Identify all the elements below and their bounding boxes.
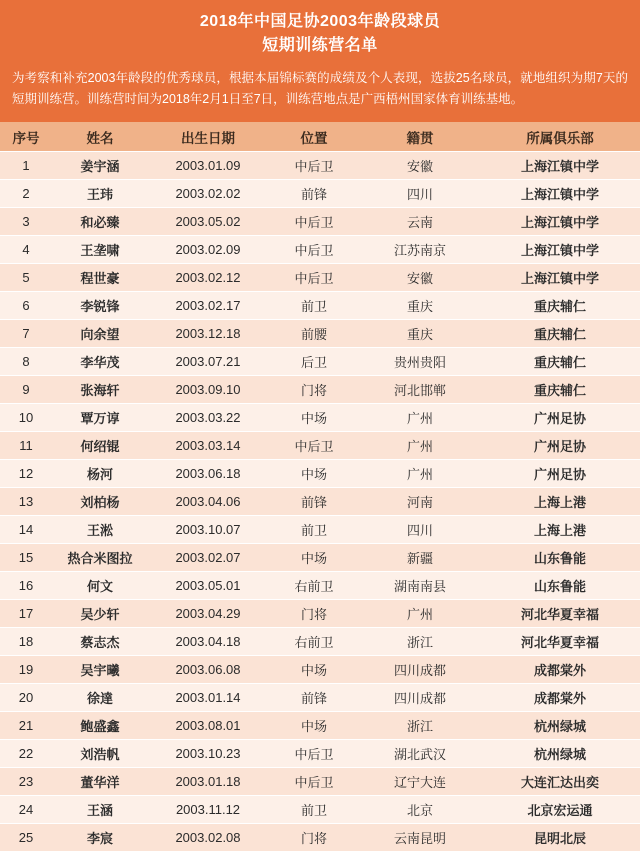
cell-club: 广州足协 [480,460,640,488]
cell-birthdate: 2003.02.12 [148,264,268,292]
cell-hometown: 四川成都 [360,656,480,684]
cell-birthdate: 2003.10.23 [148,740,268,768]
cell-club: 广州足协 [480,432,640,460]
cell-birthdate: 2003.12.18 [148,320,268,348]
cell-club: 成都棠外 [480,656,640,684]
cell-hometown: 贵州贵阳 [360,348,480,376]
cell-club: 河北华夏幸福 [480,628,640,656]
cell-position: 前锋 [268,684,360,712]
column-header-club: 所属俱乐部 [480,122,640,152]
cell-name: 刘浩帆 [52,740,148,768]
cell-birthdate: 2003.01.18 [148,768,268,796]
cell-name: 姜宇涵 [52,152,148,180]
cell-name: 鲍盛鑫 [52,712,148,740]
cell-birthdate: 2003.02.02 [148,180,268,208]
cell-hometown: 四川 [360,516,480,544]
cell-hometown: 北京 [360,796,480,824]
cell-club: 上海江镇中学 [480,180,640,208]
cell-birthdate: 2003.05.01 [148,572,268,600]
cell-hometown: 云南昆明 [360,824,480,852]
column-header-hometown: 籍贯 [360,122,480,152]
cell-birthdate: 2003.06.08 [148,656,268,684]
cell-hometown: 广州 [360,432,480,460]
cell-index: 11 [0,432,52,460]
cell-club: 山东鲁能 [480,572,640,600]
cell-name: 李宸 [52,824,148,852]
cell-birthdate: 2003.06.18 [148,460,268,488]
table-row [0,684,640,712]
cell-club: 大连汇达出奕 [480,768,640,796]
cell-position: 中场 [268,712,360,740]
cell-birthdate: 2003.04.06 [148,488,268,516]
cell-index: 4 [0,236,52,264]
cell-name: 王淞 [52,516,148,544]
column-header-position: 位置 [268,122,360,152]
cell-position: 中后卫 [268,768,360,796]
column-header-birthdate: 出生日期 [148,122,268,152]
cell-hometown: 四川 [360,180,480,208]
cell-name: 程世豪 [52,264,148,292]
cell-hometown: 江苏南京 [360,236,480,264]
cell-name: 吴宇曦 [52,656,148,684]
cell-birthdate: 2003.08.01 [148,712,268,740]
cell-club: 杭州绿城 [480,740,640,768]
cell-index: 18 [0,628,52,656]
table-row [0,600,640,628]
table-row [0,404,640,432]
cell-name: 蔡志杰 [52,628,148,656]
cell-name: 王玮 [52,180,148,208]
cell-hometown: 浙江 [360,628,480,656]
table-row [0,432,640,460]
table-row [0,628,640,656]
cell-position: 中后卫 [268,208,360,236]
cell-hometown: 辽宁大连 [360,768,480,796]
cell-club: 上海上港 [480,516,640,544]
cell-index: 24 [0,796,52,824]
document-header [0,0,640,122]
cell-birthdate: 2003.03.14 [148,432,268,460]
cell-name: 何文 [52,572,148,600]
cell-club: 北京宏运通 [480,796,640,824]
cell-index: 16 [0,572,52,600]
cell-birthdate: 2003.04.18 [148,628,268,656]
cell-hometown: 湖北武汉 [360,740,480,768]
cell-name: 王垄啸 [52,236,148,264]
column-header-name: 姓名 [52,122,148,152]
cell-index: 2 [0,180,52,208]
cell-hometown: 安徽 [360,264,480,292]
cell-position: 中场 [268,544,360,572]
cell-birthdate: 2003.03.22 [148,404,268,432]
cell-index: 1 [0,152,52,180]
cell-index: 14 [0,516,52,544]
cell-hometown: 重庆 [360,292,480,320]
cell-hometown: 广州 [360,460,480,488]
table-row [0,208,640,236]
cell-position: 前锋 [268,488,360,516]
table-header-row [0,122,640,152]
cell-name: 刘柏杨 [52,488,148,516]
table-row [0,572,640,600]
cell-club: 上海江镇中学 [480,152,640,180]
cell-birthdate: 2003.11.12 [148,796,268,824]
cell-position: 中后卫 [268,432,360,460]
cell-birthdate: 2003.04.29 [148,600,268,628]
cell-index: 22 [0,740,52,768]
table-row [0,460,640,488]
cell-index: 12 [0,460,52,488]
cell-index: 20 [0,684,52,712]
cell-name: 和必臻 [52,208,148,236]
cell-position: 后卫 [268,348,360,376]
cell-name: 向余望 [52,320,148,348]
table-row [0,544,640,572]
cell-position: 中场 [268,656,360,684]
cell-club: 成都棠外 [480,684,640,712]
cell-birthdate: 2003.02.08 [148,824,268,852]
table-row [0,152,640,180]
cell-position: 门将 [268,824,360,852]
cell-index: 17 [0,600,52,628]
table-row [0,740,640,768]
cell-birthdate: 2003.07.21 [148,348,268,376]
cell-index: 9 [0,376,52,404]
cell-index: 19 [0,656,52,684]
table-row [0,376,640,404]
cell-club: 上海江镇中学 [480,264,640,292]
table-row [0,516,640,544]
cell-hometown: 安徽 [360,152,480,180]
cell-index: 8 [0,348,52,376]
cell-position: 中后卫 [268,236,360,264]
cell-position: 右前卫 [268,572,360,600]
cell-hometown: 河南 [360,488,480,516]
cell-position: 前卫 [268,292,360,320]
table-row [0,488,640,516]
table-row [0,236,640,264]
cell-club: 山东鲁能 [480,544,640,572]
cell-position: 中后卫 [268,740,360,768]
table-row [0,656,640,684]
cell-birthdate: 2003.01.14 [148,684,268,712]
cell-club: 昆明北辰 [480,824,640,852]
cell-index: 15 [0,544,52,572]
cell-hometown: 广州 [360,600,480,628]
cell-club: 重庆辅仁 [480,348,640,376]
cell-position: 前卫 [268,516,360,544]
cell-position: 中后卫 [268,264,360,292]
title-line-2: 短期训练营名单 [262,37,378,54]
cell-club: 杭州绿城 [480,712,640,740]
cell-name: 张海轩 [52,376,148,404]
cell-position: 右前卫 [268,628,360,656]
table-row [0,768,640,796]
cell-club: 上海江镇中学 [480,208,640,236]
cell-club: 上海江镇中学 [480,236,640,264]
cell-name: 何绍锟 [52,432,148,460]
cell-club: 河北华夏幸福 [480,600,640,628]
cell-name: 吴少轩 [52,600,148,628]
page-title [8,10,632,58]
cell-name: 杨河 [52,460,148,488]
cell-index: 25 [0,824,52,852]
cell-club: 广州足协 [480,404,640,432]
cell-index: 13 [0,488,52,516]
cell-hometown: 广州 [360,404,480,432]
cell-name: 李锐锋 [52,292,148,320]
cell-position: 门将 [268,376,360,404]
table-row [0,796,640,824]
title-line-1: 2018年中国足协2003年龄段球员 [199,13,441,30]
cell-birthdate: 2003.02.07 [148,544,268,572]
cell-name: 徐達 [52,684,148,712]
table-row [0,712,640,740]
cell-birthdate: 2003.10.07 [148,516,268,544]
cell-birthdate: 2003.01.09 [148,152,268,180]
cell-birthdate: 2003.02.17 [148,292,268,320]
cell-hometown: 浙江 [360,712,480,740]
cell-birthdate: 2003.09.10 [148,376,268,404]
cell-position: 前腰 [268,320,360,348]
cell-index: 7 [0,320,52,348]
cell-hometown: 重庆 [360,320,480,348]
cell-index: 21 [0,712,52,740]
intro-paragraph: 为考察和补充2003年龄段的优秀球员，根据本届锦标赛的成绩及个人表现，选拔25名球员，就地组织为期7天的短期训练营。训练营时间为2018年2月1日至7日，训练营地点是广西梧州国家体育训练基地。 [12,71,628,106]
cell-club: 重庆辅仁 [480,376,640,404]
table-row [0,292,640,320]
cell-index: 6 [0,292,52,320]
cell-birthdate: 2003.02.09 [148,236,268,264]
cell-index: 3 [0,208,52,236]
cell-club: 上海上港 [480,488,640,516]
cell-club: 重庆辅仁 [480,320,640,348]
table-row [0,824,640,852]
cell-name: 李华茂 [52,348,148,376]
cell-position: 前卫 [268,796,360,824]
cell-index: 23 [0,768,52,796]
cell-name: 热合米图拉 [52,544,148,572]
cell-hometown: 云南 [360,208,480,236]
table-row [0,320,640,348]
cell-position: 中场 [268,404,360,432]
cell-name: 董华洋 [52,768,148,796]
cell-club: 重庆辅仁 [480,292,640,320]
cell-position: 前锋 [268,180,360,208]
cell-index: 5 [0,264,52,292]
cell-position: 中后卫 [268,152,360,180]
cell-birthdate: 2003.05.02 [148,208,268,236]
cell-hometown: 湖南南县 [360,572,480,600]
roster-table-body [0,152,640,852]
table-row [0,180,640,208]
cell-name: 王涵 [52,796,148,824]
table-row [0,264,640,292]
cell-hometown: 四川成都 [360,684,480,712]
cell-name: 覃万谆 [52,404,148,432]
cell-index: 10 [0,404,52,432]
cell-position: 中场 [268,460,360,488]
cell-hometown: 河北邯郸 [360,376,480,404]
roster-table [0,122,640,852]
column-header-index: 序号 [0,122,52,152]
table-row [0,348,640,376]
cell-position: 门将 [268,600,360,628]
cell-hometown: 新疆 [360,544,480,572]
